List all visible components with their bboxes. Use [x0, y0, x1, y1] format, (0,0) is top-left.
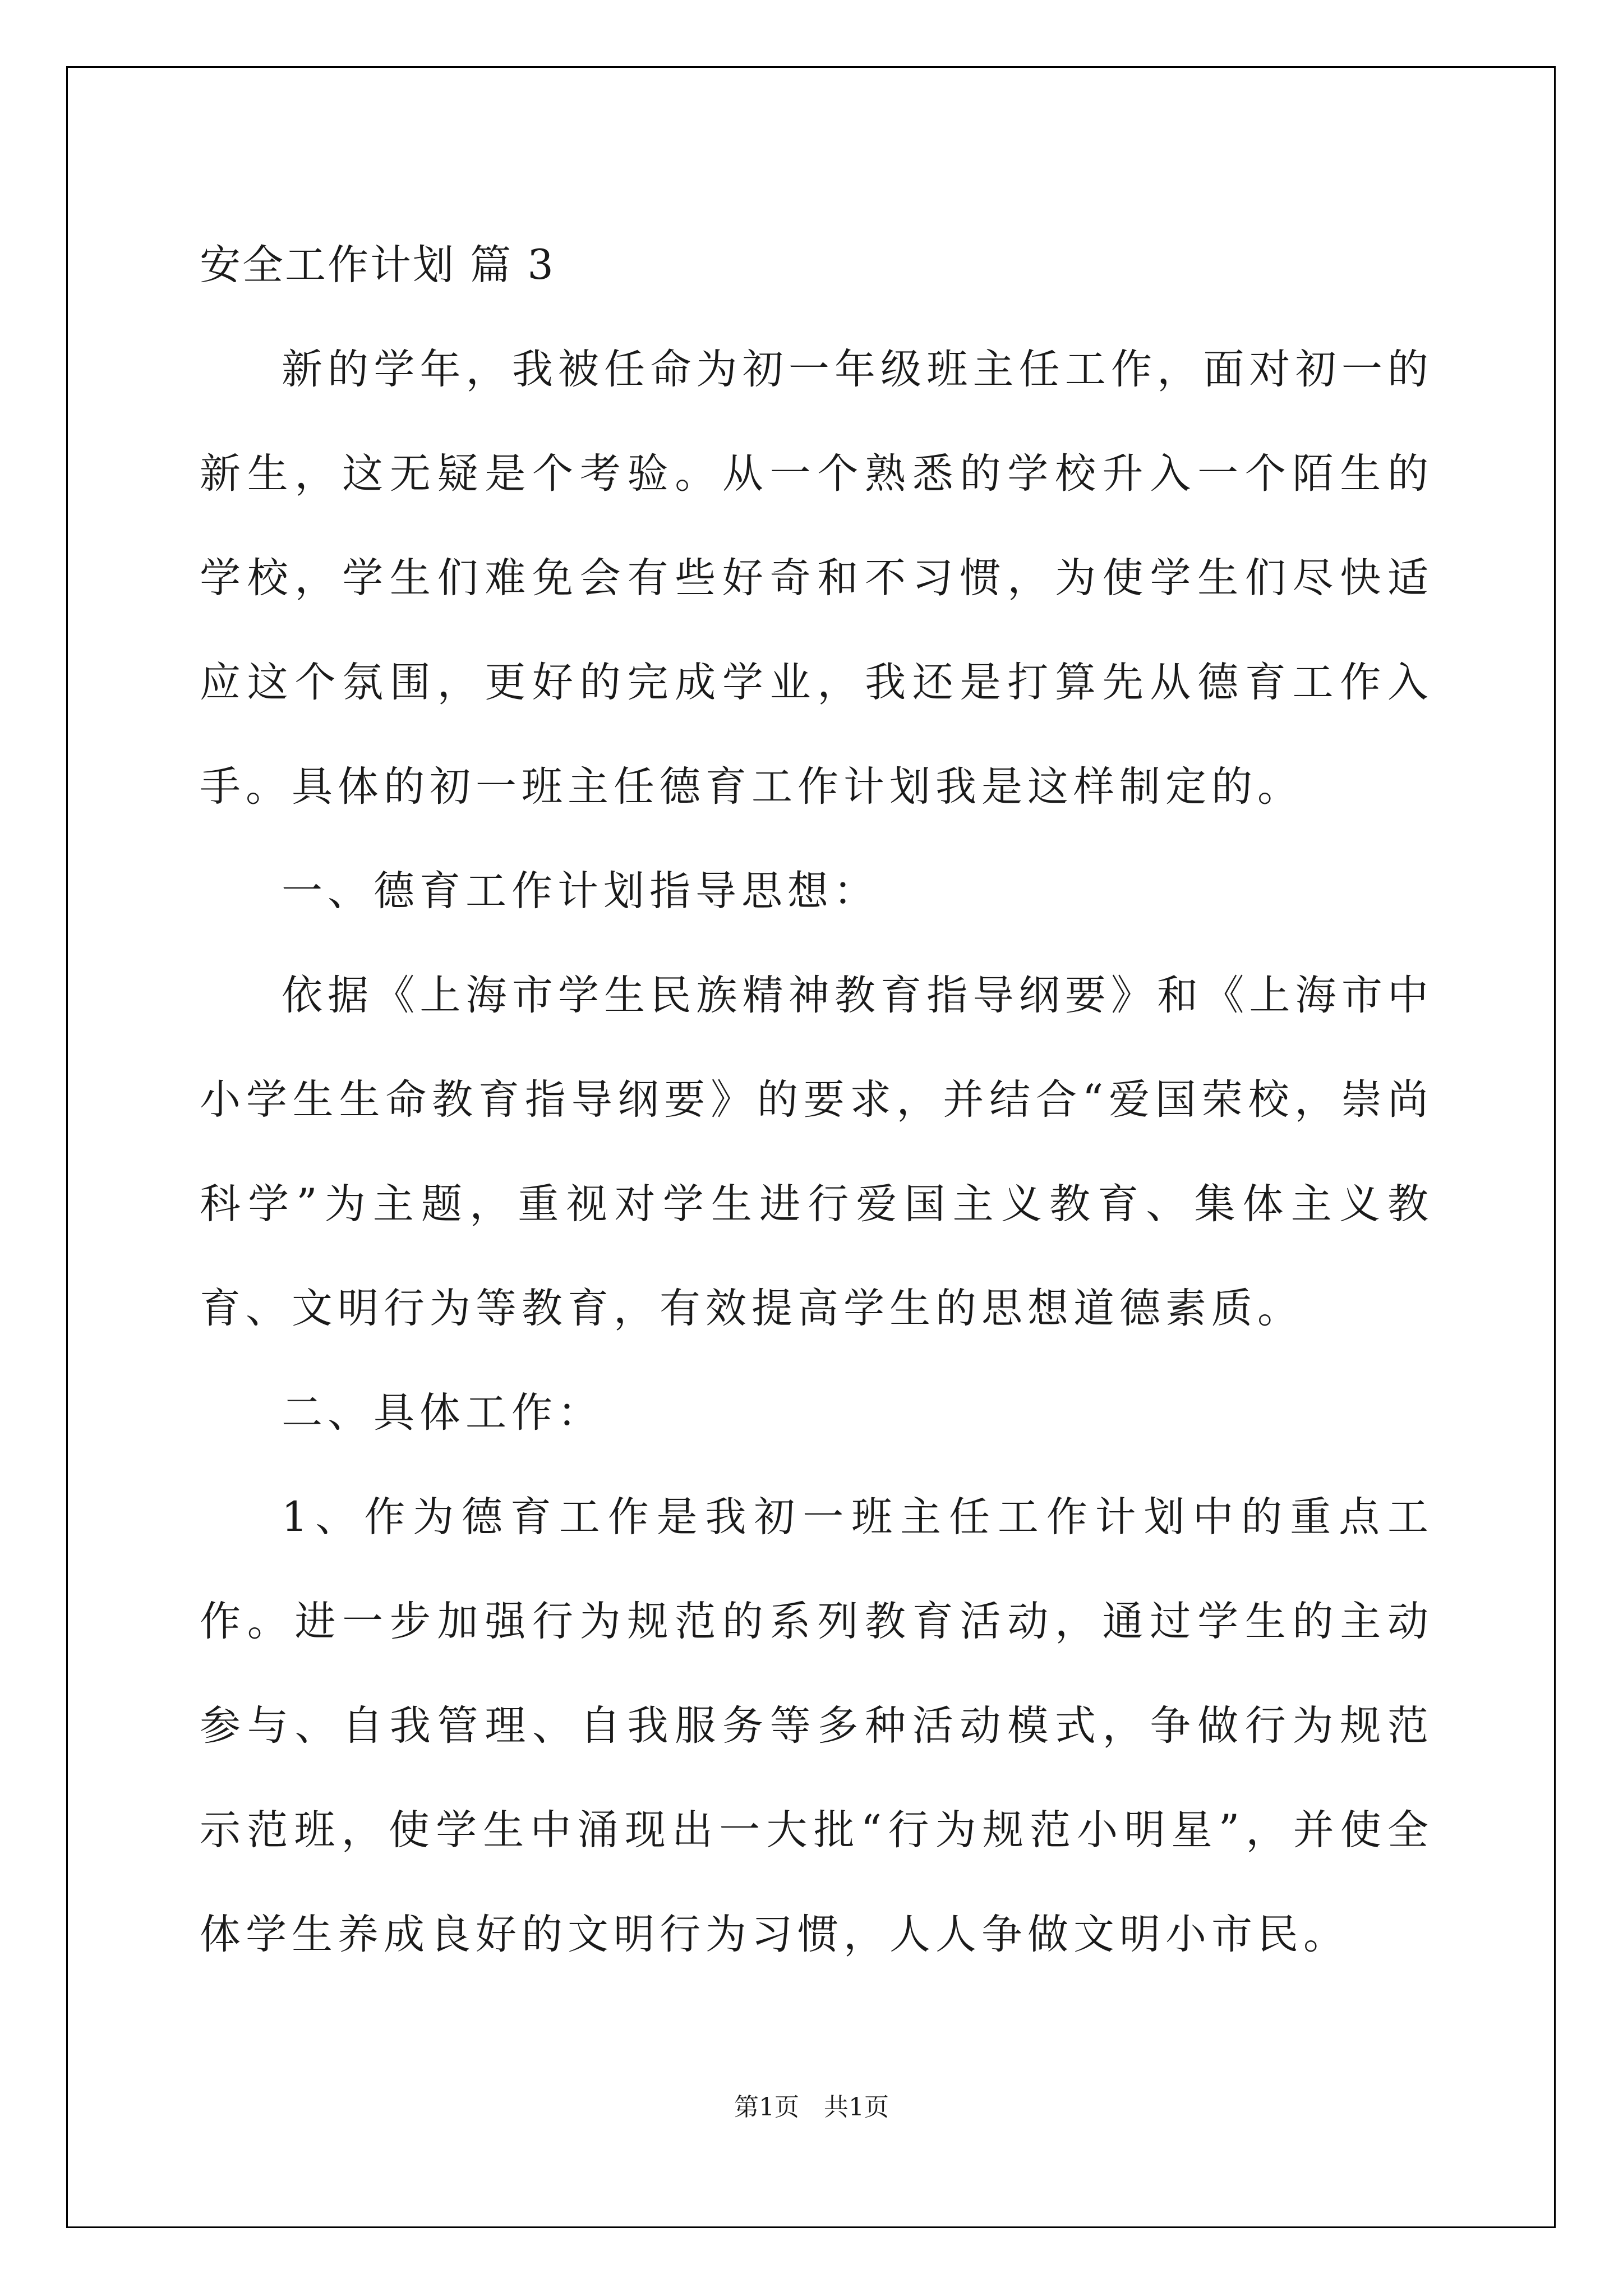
section-heading-specific-work: 二、具体工作：: [282, 1389, 603, 1437]
page-number-total: 共1页: [824, 2093, 889, 2122]
document-body: [200, 213, 1433, 1987]
paragraph-intro: 新的学年，我被任命为初一年级班主任工作，面对初一的新生，这无疑是个考验。从一个熟悉的学校升入一个陌生的学校，学生们难免会有些好奇和不习惯，为使学生们尽快适应这个氛围，更好的完成学业，我还是打算先从德育工作入手。具体的初一班主任德育工作计划我是这样制定的。: [200, 346, 1433, 811]
section-heading-guiding-ideology: 一、德育工作计划指导思想：: [282, 867, 879, 915]
document-title: 安全工作计划 篇 3: [200, 241, 555, 289]
paragraph-guiding-ideology: 依据《上海市学生民族精神教育指导纲要》和《上海市中小学生生命教育指导纲要》的要求，并结合“爱国荣校，崇尚科学”为主题，重视对学生进行爱国主义教育、集体主义教育、文明行为等教育，有效提高学生的思想道德素质。: [200, 972, 1433, 1332]
paragraph-specific-work-1: 1、作为德育工作是我初一班主任工作计划中的重点工作。进一步加强行为规范的系列教育活动，通过学生的主动参与、自我管理、自我服务等多种活动模式，争做行为规范示范班，使学生中涌现出一大批“行为规范小明星”，并使全体学生养成良好的文明行为习惯，人人争做文明小市民。: [200, 1493, 1433, 1958]
page-footer: [0, 2087, 1623, 2123]
page-number-current: 第1页: [734, 2093, 799, 2122]
